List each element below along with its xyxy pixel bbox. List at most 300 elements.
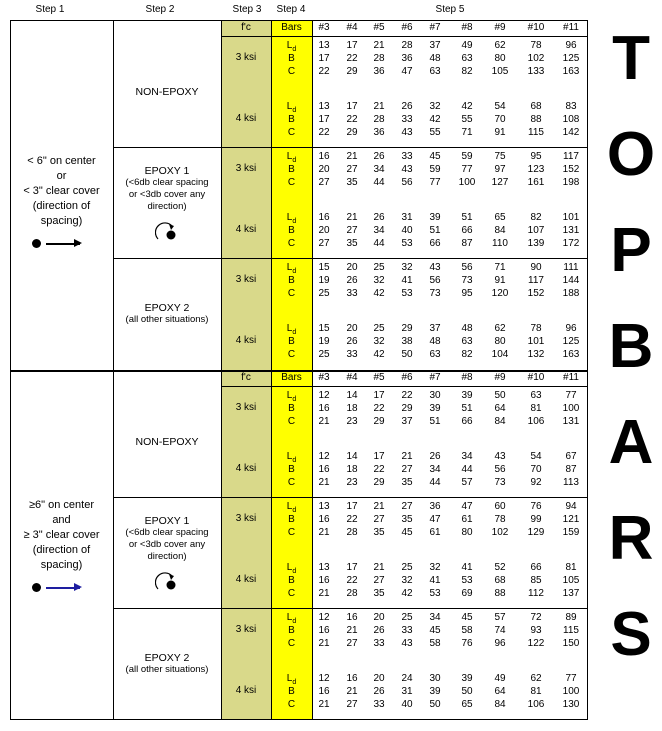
bar-size-header: #9	[494, 372, 506, 383]
subheader-divider	[221, 386, 588, 387]
concrete-strength-label: 4 ksi	[235, 224, 257, 235]
development-length-value: 95	[461, 288, 473, 299]
development-length-value: 17	[346, 501, 358, 512]
development-length-value: 26	[401, 101, 413, 112]
development-length-value: 45	[461, 612, 473, 623]
development-length-value: 125	[562, 336, 580, 347]
development-length-value: 56	[494, 464, 506, 475]
development-length-value: 127	[491, 177, 509, 188]
concrete-strength-label: 3 ksi	[235, 402, 257, 413]
development-length-value: 84	[494, 699, 506, 710]
concrete-strength-label: 4 ksi	[235, 335, 257, 346]
length-symbol-main: L	[286, 151, 293, 162]
development-length-value: 42	[429, 114, 441, 125]
development-length-value: 21	[318, 699, 330, 710]
development-length-value: 41	[461, 562, 473, 573]
development-length-value: 55	[461, 114, 473, 125]
development-length-value: 14	[346, 451, 358, 462]
concrete-strength-label: 4 ksi	[235, 685, 257, 696]
development-length-value: 80	[494, 336, 506, 347]
development-length-value: 17	[318, 53, 330, 64]
development-length-value: 27	[401, 464, 413, 475]
fc-column-fill	[221, 370, 271, 720]
development-length-value: 58	[429, 638, 441, 649]
length-symbol: C	[287, 288, 296, 299]
development-length-value: 26	[346, 336, 358, 347]
development-length-value: 25	[373, 262, 385, 273]
development-length-value: 32	[401, 262, 413, 273]
length-symbol-main: L	[286, 212, 293, 223]
development-length-value: 33	[346, 288, 358, 299]
bar-size-header: #10	[527, 22, 545, 33]
length-symbol-subscript: d	[292, 568, 297, 575]
spacing-condition-line: or	[56, 170, 67, 182]
bar-size-header: #8	[461, 372, 473, 383]
development-length-value: 21	[373, 40, 385, 51]
development-length-value: 70	[530, 464, 542, 475]
development-length-value: 39	[429, 212, 441, 223]
development-length-value: 56	[461, 262, 473, 273]
development-length-value: 117	[528, 275, 544, 286]
development-length-value: 66	[461, 225, 473, 236]
development-length-value: 16	[318, 514, 330, 525]
rebar-dot-icon	[32, 583, 41, 592]
development-length-value: 59	[461, 151, 473, 162]
development-length-value: 42	[373, 288, 385, 299]
development-length-value: 87	[565, 464, 577, 475]
development-length-value: 50	[401, 349, 413, 360]
development-length-value: 13	[318, 501, 330, 512]
table-left-border	[10, 20, 11, 720]
fc-column-fill	[221, 20, 271, 370]
length-symbol-main: L	[286, 673, 293, 684]
development-length-value: 101	[527, 336, 545, 347]
coating-group-line: or <3db cover any	[128, 188, 206, 200]
step4-divider	[312, 20, 313, 370]
development-length-value: 27	[318, 238, 330, 249]
development-length-value: 102	[527, 53, 545, 64]
development-length-value: 63	[429, 349, 441, 360]
development-length-value: 73	[494, 477, 506, 488]
development-length-value: 37	[401, 416, 413, 427]
development-length-value: 29	[373, 477, 385, 488]
length-symbol: B	[288, 164, 295, 175]
development-length-value: 47	[401, 66, 413, 77]
development-length-value: 27	[318, 177, 330, 188]
development-length-value: 53	[461, 575, 473, 586]
length-symbol: B	[288, 403, 295, 414]
coating-group-line: (all other situations)	[125, 663, 209, 675]
development-length-value: 51	[429, 416, 441, 427]
development-length-value: 85	[530, 575, 542, 586]
group-divider	[113, 608, 588, 609]
step4-divider	[312, 370, 313, 720]
development-length-value: 20	[346, 323, 358, 334]
development-length-value: 81	[530, 403, 542, 414]
development-length-value: 16	[318, 151, 330, 162]
coating-group-label	[115, 652, 219, 676]
development-length-value: 53	[401, 288, 413, 299]
coating-group-label	[115, 86, 219, 98]
development-length-value: 71	[461, 127, 473, 138]
development-length-value: 35	[373, 527, 385, 538]
development-length-value: 36	[373, 127, 385, 138]
development-length-value: 27	[346, 638, 358, 649]
development-length-value: 82	[461, 66, 473, 77]
group-divider	[113, 497, 588, 498]
development-length-value: 20	[318, 164, 330, 175]
development-length-value: 120	[491, 288, 509, 299]
coating-group-line: direction)	[147, 200, 187, 212]
development-length-value: 22	[346, 53, 358, 64]
development-length-value: 15	[318, 323, 330, 334]
length-symbol: B	[288, 464, 295, 475]
step4-header: Step 4	[276, 4, 306, 15]
length-symbol: B	[288, 686, 295, 697]
step3-divider	[271, 370, 272, 720]
top-bars-letter: P	[610, 216, 652, 285]
development-length-value: 29	[401, 323, 413, 334]
development-length-value: 21	[318, 527, 330, 538]
development-length-value: 77	[429, 177, 441, 188]
development-length-value: 28	[401, 40, 413, 51]
length-symbol: B	[288, 225, 295, 236]
bar-size-header: #3	[318, 372, 330, 383]
development-length-value: 62	[494, 40, 506, 51]
development-length-value: 22	[373, 403, 385, 414]
development-length-value: 163	[562, 66, 580, 77]
development-length-value: 50	[461, 686, 473, 697]
length-symbol-subscript: d	[292, 329, 297, 336]
coating-group-label	[115, 302, 219, 326]
development-length-value: 27	[373, 514, 385, 525]
development-length-value: 34	[373, 225, 385, 236]
spacing-condition-line: ≥6" on center	[29, 499, 94, 511]
spacing-condition-line: spacing)	[40, 215, 83, 227]
length-symbol-subscript: d	[292, 46, 297, 53]
spacing-condition-line: spacing)	[40, 559, 83, 571]
rebar-dot-icon	[32, 239, 41, 248]
development-length-value: 75	[494, 151, 506, 162]
development-length-value: 33	[373, 638, 385, 649]
development-length-value: 39	[461, 390, 473, 401]
development-length-value: 49	[461, 40, 473, 51]
development-length-value: 21	[318, 477, 330, 488]
bar-size-header: #9	[494, 22, 506, 33]
development-length-value: 81	[530, 686, 542, 697]
development-length-value: 188	[562, 288, 580, 299]
bar-size-header: #11	[563, 372, 579, 383]
development-length-value: 32	[429, 562, 441, 573]
length-symbol: C	[287, 588, 296, 599]
development-length-value: 21	[401, 451, 413, 462]
development-length-value: 130	[562, 699, 580, 710]
development-length-value: 142	[562, 127, 580, 138]
development-length-value: 77	[565, 673, 577, 684]
table-bottom-border	[10, 719, 588, 720]
development-length-value: 84	[494, 225, 506, 236]
development-length-value: 21	[373, 101, 385, 112]
development-length-value: 198	[562, 177, 580, 188]
development-length-value: 56	[429, 275, 441, 286]
development-length-value: 18	[346, 464, 358, 475]
development-length-value: 42	[401, 588, 413, 599]
development-length-value: 82	[530, 212, 542, 223]
development-length-value: 13	[318, 40, 330, 51]
development-length-value: 50	[494, 390, 506, 401]
development-length-value: 152	[562, 164, 580, 175]
development-length-value: 16	[318, 686, 330, 697]
top-bars-letter: O	[606, 120, 656, 189]
development-length-value: 132	[527, 349, 545, 360]
development-length-value: 44	[429, 477, 441, 488]
length-symbol: C	[287, 416, 296, 427]
spacing-condition-line: and	[52, 514, 71, 526]
development-length-value: 68	[494, 575, 506, 586]
development-length-value: 27	[346, 225, 358, 236]
development-length-table	[10, 20, 588, 720]
development-length-value: 125	[562, 53, 580, 64]
development-length-value: 17	[318, 114, 330, 125]
development-length-value: 17	[346, 101, 358, 112]
development-length-value: 45	[401, 527, 413, 538]
development-length-value: 21	[318, 638, 330, 649]
development-length-value: 100	[562, 403, 580, 414]
spacing-condition	[13, 154, 110, 229]
coating-group-line: (<6db clear spacing	[125, 176, 209, 188]
development-length-value: 38	[401, 336, 413, 347]
top-bars-letter: T	[612, 24, 650, 93]
development-length-value: 37	[429, 323, 441, 334]
development-length-value: 61	[429, 527, 441, 538]
development-length-value: 76	[461, 638, 473, 649]
length-symbol: B	[288, 336, 295, 347]
development-length-value: 51	[461, 403, 473, 414]
length-symbol-main: L	[286, 501, 293, 512]
development-length-value: 95	[530, 151, 542, 162]
length-symbol-subscript: d	[292, 218, 297, 225]
development-length-value: 99	[530, 514, 542, 525]
development-length-value: 21	[346, 212, 358, 223]
development-length-value: 113	[563, 477, 579, 488]
development-length-value: 108	[562, 114, 580, 125]
development-length-value: 106	[527, 699, 545, 710]
development-length-value: 54	[494, 101, 506, 112]
development-length-value: 159	[562, 527, 580, 538]
column-step-header	[0, 0, 600, 20]
concrete-strength-label: 3 ksi	[235, 52, 257, 63]
development-length-value: 70	[494, 114, 506, 125]
length-symbol-subscript: d	[292, 679, 297, 686]
development-length-value: 84	[494, 416, 506, 427]
length-symbol-main: L	[286, 390, 293, 401]
development-length-value: 42	[461, 101, 473, 112]
length-symbol-main: L	[286, 40, 293, 51]
length-symbol: B	[288, 53, 295, 64]
rebar-section-rotation-icon	[155, 571, 179, 591]
length-symbol-main: L	[286, 323, 293, 334]
bars-column-header: Bars	[281, 372, 302, 383]
development-length-value: 40	[401, 225, 413, 236]
development-length-value: 48	[429, 53, 441, 64]
concrete-strength-label: 4 ksi	[235, 113, 257, 124]
development-length-value: 73	[429, 288, 441, 299]
development-length-value: 36	[401, 53, 413, 64]
development-length-value: 34	[373, 164, 385, 175]
development-length-value: 163	[562, 349, 580, 360]
development-length-value: 81	[565, 562, 577, 573]
development-length-value: 64	[494, 686, 506, 697]
bar-size-header: #11	[563, 22, 579, 33]
development-length-value: 123	[527, 164, 545, 175]
coating-group-line: or <3db cover any	[128, 538, 206, 550]
development-length-value: 34	[461, 451, 473, 462]
development-length-value: 40	[401, 699, 413, 710]
length-symbol-main: L	[286, 101, 293, 112]
development-length-value: 21	[373, 562, 385, 573]
length-symbol-main: L	[286, 562, 293, 573]
bar-size-header: #10	[527, 372, 545, 383]
development-length-value: 131	[562, 416, 580, 427]
development-length-value: 65	[494, 212, 506, 223]
spacing-condition-line: (direction of	[32, 544, 91, 556]
development-length-value: 54	[530, 451, 542, 462]
bar-size-header: #5	[373, 22, 385, 33]
development-length-value: 25	[401, 612, 413, 623]
development-length-value: 34	[429, 612, 441, 623]
development-length-value: 96	[565, 323, 577, 334]
development-length-value: 53	[429, 588, 441, 599]
development-length-value: 96	[565, 40, 577, 51]
development-length-value: 19	[318, 275, 330, 286]
development-length-value: 25	[401, 562, 413, 573]
table-top-border	[10, 20, 588, 21]
development-length-value: 27	[346, 699, 358, 710]
top-bars-letter: B	[608, 312, 654, 381]
coating-group-line: EPOXY 2	[144, 651, 190, 664]
development-length-value: 92	[530, 477, 542, 488]
development-length-value: 172	[562, 238, 580, 249]
length-symbol: C	[287, 66, 296, 77]
bar-size-header: #4	[346, 372, 358, 383]
development-length-value: 39	[461, 673, 473, 684]
concrete-strength-label: 3 ksi	[235, 274, 257, 285]
coating-group-label	[115, 515, 219, 563]
length-symbol-subscript: d	[292, 268, 297, 275]
development-length-value: 21	[346, 686, 358, 697]
development-length-value: 88	[530, 114, 542, 125]
development-length-value: 32	[401, 575, 413, 586]
development-length-value: 24	[401, 673, 413, 684]
development-length-value: 82	[461, 349, 473, 360]
development-length-value: 14	[346, 390, 358, 401]
development-length-value: 47	[429, 514, 441, 525]
bar-size-header: #7	[429, 372, 441, 383]
development-length-value: 73	[461, 275, 473, 286]
development-length-value: 20	[346, 262, 358, 273]
coating-group-line: NON-EPOXY	[135, 85, 199, 98]
development-length-value: 22	[318, 127, 330, 138]
development-length-value: 63	[461, 336, 473, 347]
development-length-value: 31	[401, 212, 413, 223]
coating-group-line: EPOXY 2	[144, 301, 190, 314]
development-length-value: 55	[429, 127, 441, 138]
development-length-value: 13	[318, 101, 330, 112]
development-length-value: 100	[562, 686, 580, 697]
coating-group-line: EPOXY 1	[144, 514, 190, 527]
length-symbol-subscript: d	[292, 157, 297, 164]
concrete-strength-label: 4 ksi	[235, 574, 257, 585]
concrete-strength-label: 3 ksi	[235, 624, 257, 635]
development-length-value: 133	[527, 66, 545, 77]
development-length-value: 27	[346, 164, 358, 175]
development-length-value: 34	[429, 464, 441, 475]
development-length-value: 15	[318, 262, 330, 273]
fc-column-header: f'c	[241, 372, 251, 383]
group-divider	[113, 258, 588, 259]
development-length-value: 65	[461, 699, 473, 710]
development-length-value: 52	[494, 562, 506, 573]
top-bars-letter: A	[608, 408, 654, 477]
development-length-value: 30	[429, 673, 441, 684]
development-length-value: 33	[401, 151, 413, 162]
development-length-value: 39	[429, 686, 441, 697]
development-length-value: 30	[429, 390, 441, 401]
length-symbol: B	[288, 575, 295, 586]
development-length-value: 112	[528, 588, 544, 599]
length-symbol: C	[287, 238, 296, 249]
development-length-value: 91	[494, 275, 506, 286]
development-length-value: 21	[318, 588, 330, 599]
development-length-value: 57	[461, 477, 473, 488]
development-length-value: 78	[494, 514, 506, 525]
group-divider	[113, 147, 588, 148]
development-length-value: 71	[494, 262, 506, 273]
development-length-value: 104	[491, 349, 509, 360]
development-length-value: 22	[401, 390, 413, 401]
development-length-value: 32	[373, 336, 385, 347]
development-length-value: 26	[373, 212, 385, 223]
development-length-value: 150	[562, 638, 580, 649]
development-length-value: 122	[527, 638, 545, 649]
development-length-value: 33	[401, 114, 413, 125]
development-length-value: 61	[461, 514, 473, 525]
step1-header: Step 1	[35, 4, 65, 15]
development-length-value: 63	[429, 66, 441, 77]
development-length-value: 16	[346, 673, 358, 684]
coating-group-line: direction)	[147, 550, 187, 562]
development-length-value: 17	[346, 40, 358, 51]
development-length-value: 47	[461, 501, 473, 512]
development-length-value: 51	[429, 225, 441, 236]
development-length-value: 115	[528, 127, 544, 138]
development-length-value: 78	[530, 40, 542, 51]
development-length-value: 17	[373, 451, 385, 462]
development-length-value: 19	[318, 336, 330, 347]
length-symbol-subscript: d	[292, 618, 297, 625]
development-length-value: 35	[401, 477, 413, 488]
development-length-value: 66	[429, 238, 441, 249]
development-length-value: 13	[318, 562, 330, 573]
development-length-value: 101	[562, 212, 580, 223]
bar-size-header: #6	[401, 372, 413, 383]
length-symbol: C	[287, 127, 296, 138]
bar-size-header: #8	[461, 22, 473, 33]
bar-size-header: #4	[346, 22, 358, 33]
spacing-condition-line: < 6" on center	[27, 155, 96, 167]
development-length-value: 77	[565, 390, 577, 401]
development-length-value: 22	[346, 514, 358, 525]
